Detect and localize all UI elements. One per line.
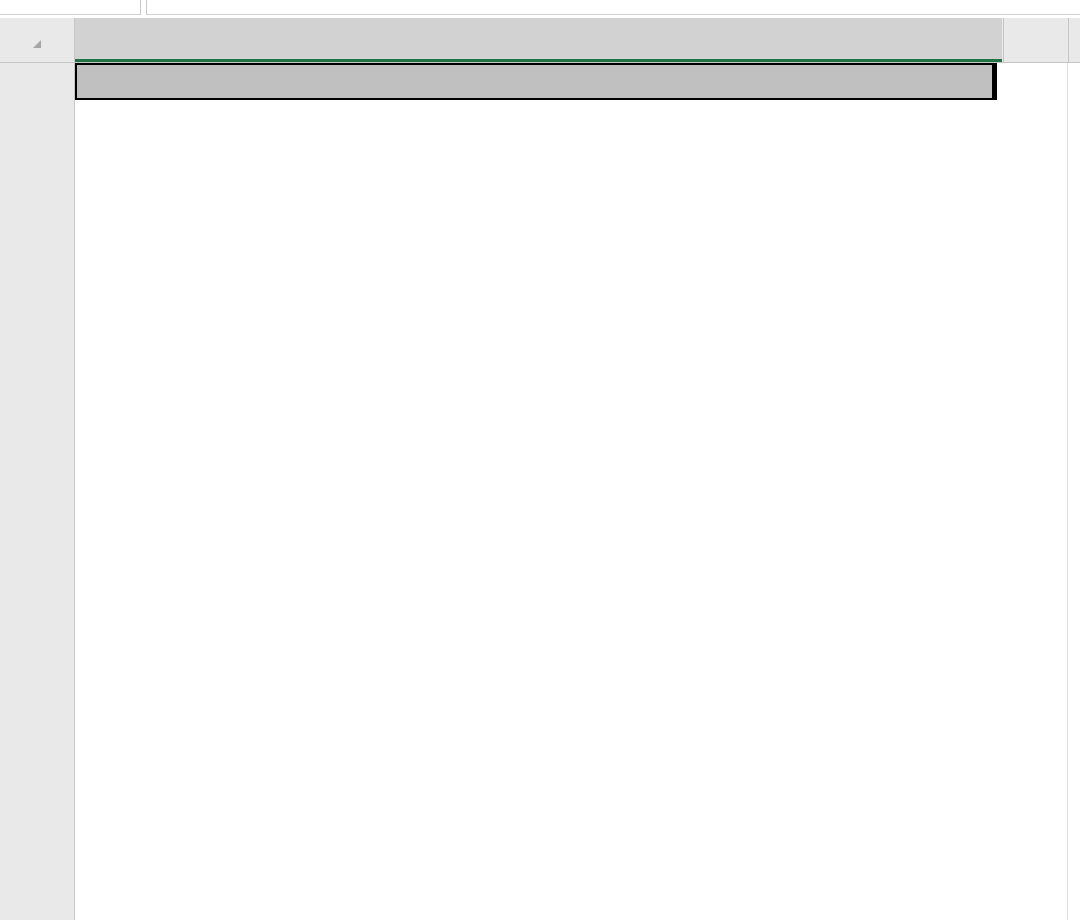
selection-accent-bar	[75, 59, 1002, 62]
select-all-button[interactable]	[0, 18, 75, 62]
sheet-content	[75, 63, 1003, 920]
title-cell[interactable]	[75, 63, 997, 100]
selected-columns-highlight	[75, 18, 1002, 62]
formula-bar	[0, 0, 1080, 16]
formula-input[interactable]	[146, 0, 1080, 15]
name-box[interactable]	[0, 0, 141, 15]
column-header-k[interactable]	[1003, 18, 1069, 62]
grid-area-column-k[interactable]	[1003, 63, 1080, 920]
row-header-column	[0, 63, 75, 920]
column-header-row	[0, 18, 1080, 63]
gridline	[1067, 63, 1068, 920]
select-all-icon	[33, 40, 41, 48]
